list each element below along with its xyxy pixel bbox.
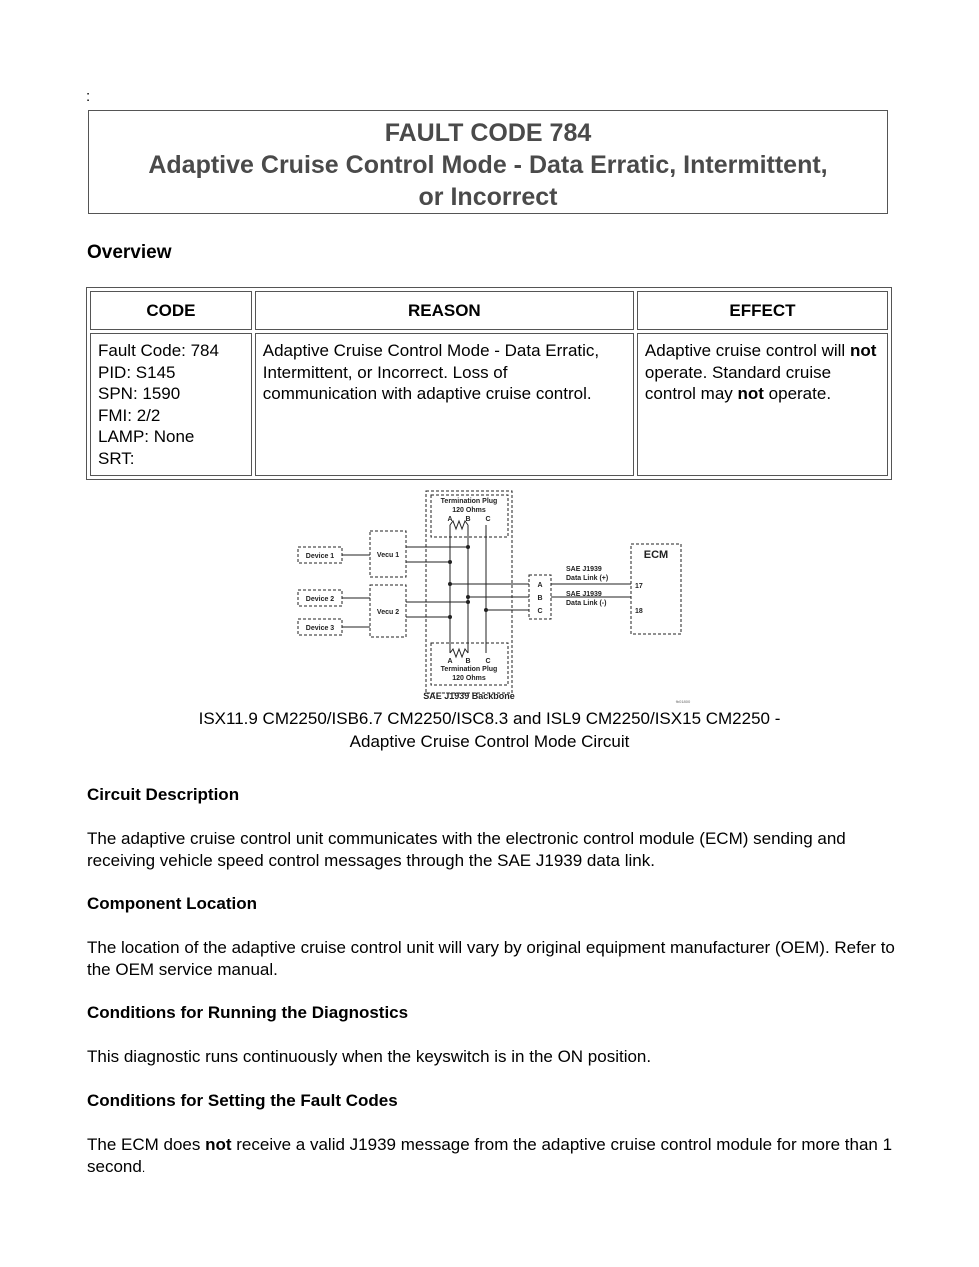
- top-pin-c: C: [485, 516, 491, 523]
- device-1-label: Device 1: [305, 553, 335, 560]
- circuit-description-text: The adaptive cruise control unit communicates with the electronic control module (ECM) sending and receiving vehicle speed control messages through the SAE J1939 data link.: [87, 829, 846, 870]
- effect-bold-2: not: [737, 384, 764, 403]
- vecu-1-label: Vecu 1: [376, 552, 400, 559]
- ecm-pin-18: 18: [635, 608, 643, 615]
- setting-fault-codes-text: [87, 1134, 897, 1179]
- circuit-description-heading: Circuit Description: [87, 785, 240, 804]
- code-srt: SRT:: [98, 448, 135, 468]
- top-pin-a: A: [447, 516, 453, 523]
- setting-fault-codes-heading: Conditions for Setting the Fault Codes: [87, 1091, 398, 1110]
- setting-text-period: .: [141, 1160, 146, 1175]
- code-pid: PID: S145: [98, 362, 176, 382]
- termination-top-ohms: 120 Ohms: [452, 507, 486, 514]
- caption-line2: Adaptive Cruise Control Mode Circuit: [349, 732, 630, 751]
- setting-text-2: receive a valid J1939 message from the adaptive cruise control module for more than 1 second: [87, 1135, 893, 1176]
- connector-pin-a: A: [537, 582, 543, 589]
- code-fault-code: Fault Code: 784: [98, 341, 219, 360]
- table-header-row: [90, 291, 888, 330]
- figure-id: fb01800: [675, 699, 691, 704]
- setting-text-1: The ECM does: [87, 1135, 206, 1154]
- effect-bold-1: not: [849, 341, 877, 360]
- overview-heading: Overview: [87, 242, 172, 263]
- fault-code-title-box: [88, 110, 888, 214]
- connector-pin-c: C: [537, 608, 543, 615]
- header-effect: EFFECT: [637, 291, 888, 330]
- termination-bottom-ohms: 120 Ohms: [452, 675, 486, 682]
- code-fmi: FMI: 2/2: [98, 405, 161, 425]
- link-pos-label-2: Data Link (+): [566, 575, 609, 582]
- code-lamp: LAMP: None: [98, 427, 195, 446]
- figure-caption: [0, 707, 979, 753]
- table-row: [90, 333, 888, 476]
- running-diagnostics-heading: Conditions for Running the Diagnostics: [87, 1003, 409, 1022]
- cell-effect: [637, 333, 888, 476]
- effect-text-2: operate. Standard cruise control may: [644, 362, 832, 403]
- effect-text-1: Adaptive cruise control will: [644, 341, 850, 360]
- effect-text-3: operate.: [763, 384, 832, 403]
- link-neg-label-2: Data Link (-): [566, 600, 607, 607]
- bottom-pin-c: C: [485, 658, 491, 665]
- fault-code-subtitle-line2: or Incorrect: [418, 183, 558, 211]
- link-pos-label-1: SAE J1939: [566, 566, 602, 573]
- fault-code-title: FAULT CODE 784: [384, 119, 592, 147]
- fault-code-subtitle-line1: Adaptive Cruise Control Mode - Data Erratic, Intermittent,: [148, 151, 828, 179]
- backbone-label: SAE J1939 Backbone: [423, 691, 515, 701]
- page-marker: :: [86, 88, 91, 105]
- header-reason: REASON: [255, 291, 634, 330]
- termination-bottom-label: Termination Plug: [440, 666, 498, 673]
- cell-reason: Adaptive Cruise Control Mode - Data Erratic, Intermittent, or Incorrect. Loss of communication with adaptive cruise control.: [255, 333, 634, 476]
- component-location-text: The location of the adaptive cruise control unit will vary by original equipment manufacturer (OEM). Refer to the OEM service manual.: [87, 938, 895, 979]
- component-location-heading: Component Location: [87, 894, 257, 913]
- vecu-2-label: Vecu 2: [376, 609, 400, 616]
- top-pin-b: B: [465, 516, 471, 523]
- ecm-pin-17: 17: [635, 583, 643, 590]
- bottom-pin-a: A: [447, 658, 453, 665]
- caption-line1: ISX11.9 CM2250/ISB6.7 CM2250/ISC8.3 and ISL9 CM2250/ISX15 CM2250 -: [198, 709, 781, 728]
- running-diagnostics-text: This diagnostic runs continuously when the keyswitch is in the ON position.: [87, 1047, 652, 1066]
- bottom-pin-b: B: [465, 658, 471, 665]
- link-neg-label-1: SAE J1939: [566, 591, 602, 598]
- setting-bold: not: [205, 1135, 232, 1154]
- device-2-label: Device 2: [305, 596, 335, 603]
- header-code: CODE: [90, 291, 252, 330]
- fault-code-table: [86, 287, 892, 480]
- code-spn: SPN: 1590: [98, 384, 181, 403]
- device-3-label: Device 3: [305, 625, 335, 632]
- termination-top-label: Termination Plug: [440, 498, 498, 505]
- connector-pin-b: B: [537, 595, 543, 602]
- cell-code: [90, 333, 252, 476]
- circuit-diagram: [290, 487, 700, 705]
- ecm-label: ECM: [643, 549, 669, 561]
